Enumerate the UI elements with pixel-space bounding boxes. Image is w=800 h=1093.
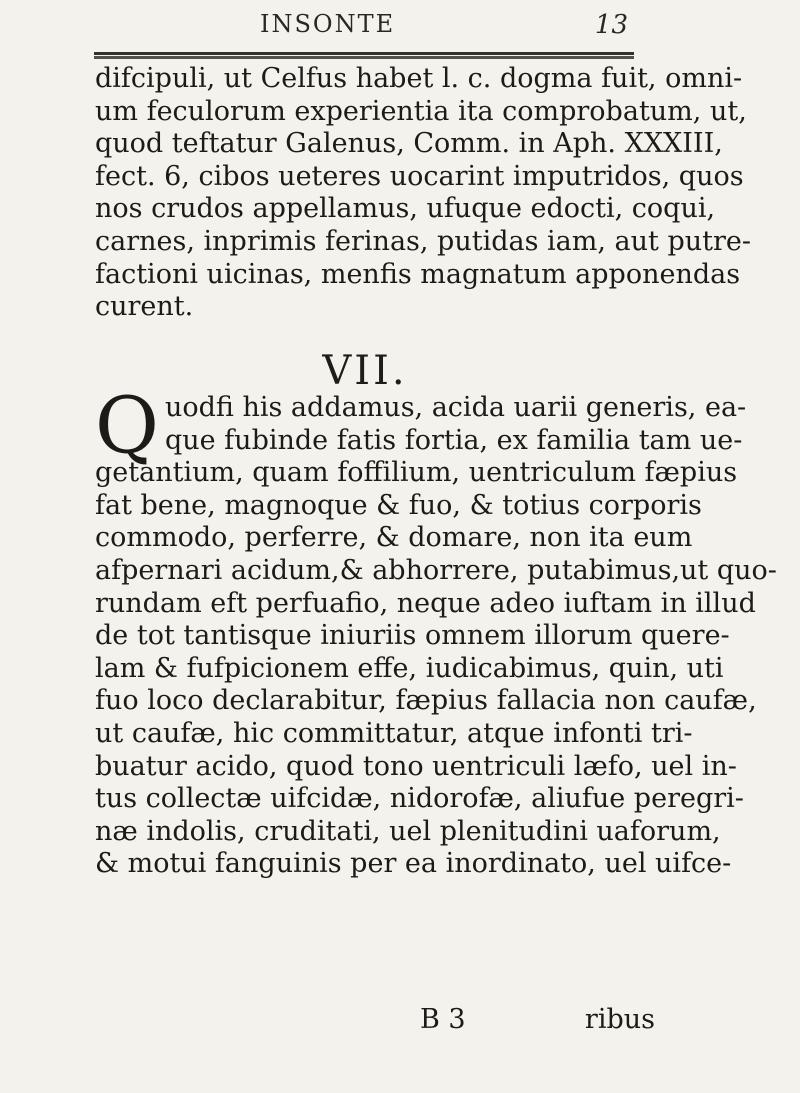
text-line: fuo loco declarabitur, fæpius fallacia non caufæ, <box>95 685 757 717</box>
text-line: ut caufæ, hic committatur, atque infonti tri- <box>95 717 693 749</box>
catchword: ribus <box>584 1004 655 1035</box>
text-line: de tot tantisque iniuriis omnem illorum quere- <box>95 620 730 652</box>
text-line: carnes, inprimis ferinas, putidas iam, aut putre- <box>95 225 751 257</box>
text-line: fect. 6, cibos ueteres uocarint imputridos, quos <box>95 160 744 192</box>
drop-cap: Q <box>95 381 159 471</box>
text-line: quod teftatur Galenus, Comm. in Aph. XXXIII, <box>95 128 723 160</box>
paragraph-1 <box>95 63 751 324</box>
text-line: factioni uicinas, menfis magnatum apponendas <box>95 258 741 290</box>
signature-mark: B 3 <box>420 1004 466 1035</box>
text-line: curent. <box>95 291 194 323</box>
text-line: buatur acido, quod tono uentriculi læfo, uel in- <box>95 750 737 782</box>
text-line: tus collectæ uifcidæ, nidorofæ, aliufue peregri- <box>95 783 744 815</box>
text-line: um feculorum experientia ita comprobatum, ut, <box>95 95 747 127</box>
text-line: nos crudos appellamus, ufuque edocti, coqui, <box>95 193 716 225</box>
text-line: commodo, perferre, & domare, non ita eum <box>95 522 693 554</box>
text-line: afpernari acidum,& abhorrere, putabimus,ut quo- <box>95 554 777 586</box>
text-line: lam & fufpicionem effe, iudicabimus, quin, uti <box>95 652 724 684</box>
page-number: 13 <box>594 10 628 40</box>
text-line: & motui fanguinis per ea inordinato, uel uifce- <box>95 848 732 880</box>
text-line: difcipuli, ut Celfus habet l. c. dogma fuit, omni- <box>95 63 743 94</box>
header-rule <box>94 52 634 59</box>
text-line: que fubinde fatis fortia, ex familia tam ue- <box>164 424 743 456</box>
text-line: uodfi his addamus, acida uarii generis, ea- <box>164 392 747 423</box>
text-line: fat bene, magnoque & fuo, & totius corporis <box>95 489 702 521</box>
text-line: rundam eft perfuafio, neque adeo iuftam in illud <box>95 587 756 619</box>
text-line: næ indolis, cruditati, uel plenitudini uaforum, <box>95 815 721 847</box>
paragraph-2 <box>95 381 777 881</box>
text-line: getantium, quam foffilium, uentriculum fæpius <box>95 457 738 489</box>
running-head: INSONTE <box>260 10 396 38</box>
section-number: VII. <box>322 348 408 394</box>
